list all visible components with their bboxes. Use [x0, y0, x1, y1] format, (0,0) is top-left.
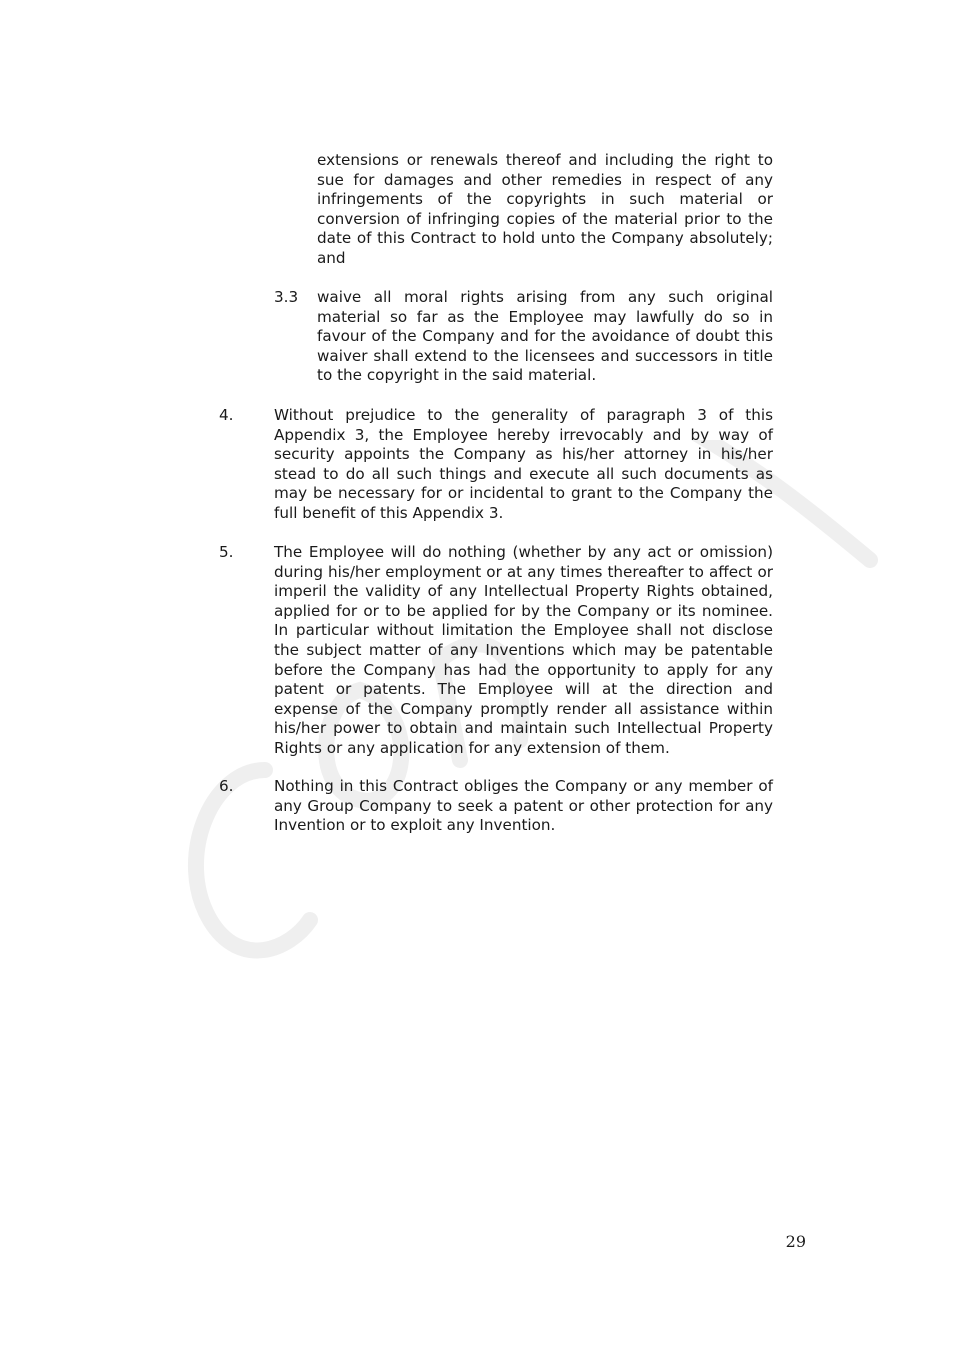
paragraph-5: [219, 543, 773, 759]
paragraph-text: The Employee will do nothing (whether by any act or omission) during his/her employment or at any times thereafter to affect or imperil the validity of any Intellectual Property Rights obtained, applied for or to be applied for by the Company or its nominee. In particular without limitation the Employee shall not disclose the subject matter of any Inventions which may be patentable before the Company has had the opportunity to apply for any patent or patents. The Employee will at the direction and expense of the Company promptly render all assistance within his/her power to obtain and maintain such Intellectual Property Rights or any application for any extension of them.: [274, 543, 773, 757]
sub-paragraph-text: waive all moral rights arising from any such original material so far as the Employee may lawfully do so in favour of the Company and for the avoidance of doubt this waiver shall extend to the licensees and successors in title to the copyright in the said material.: [317, 288, 773, 385]
paragraph-number: 4.: [219, 406, 234, 424]
paragraph-number: 5.: [219, 543, 234, 561]
sub-paragraph-3-3: [274, 288, 773, 386]
sub-paragraph-number: 3.3: [274, 288, 299, 306]
paragraph-number: 6.: [219, 777, 234, 795]
paragraph-text: Without prejudice to the generality of paragraph 3 of this Appendix 3, the Employee hereby irrevocably and by way of security appoints the Company as his/her attorney in his/her stead to do all such things and execute all such documents as may be necessary for or incidental to grant to the Company the full benefit of this Appendix 3.: [274, 406, 773, 522]
paragraph-4: [219, 406, 773, 524]
paragraph-6: [219, 777, 773, 836]
page-number: 29: [785, 1232, 806, 1251]
continuation-text: extensions or renewals thereof and including the right to sue for damages and other remedies in respect of any infringements of the copyrights in such material or conversion of infringing copies of the material prior to the date of this Contract to hold unto the Company absolutely; and: [317, 151, 773, 267]
paragraph-text: Nothing in this Contract obliges the Company or any member of any Group Company to seek a patent or other protection for any Invention or to exploit any Invention.: [274, 777, 773, 835]
